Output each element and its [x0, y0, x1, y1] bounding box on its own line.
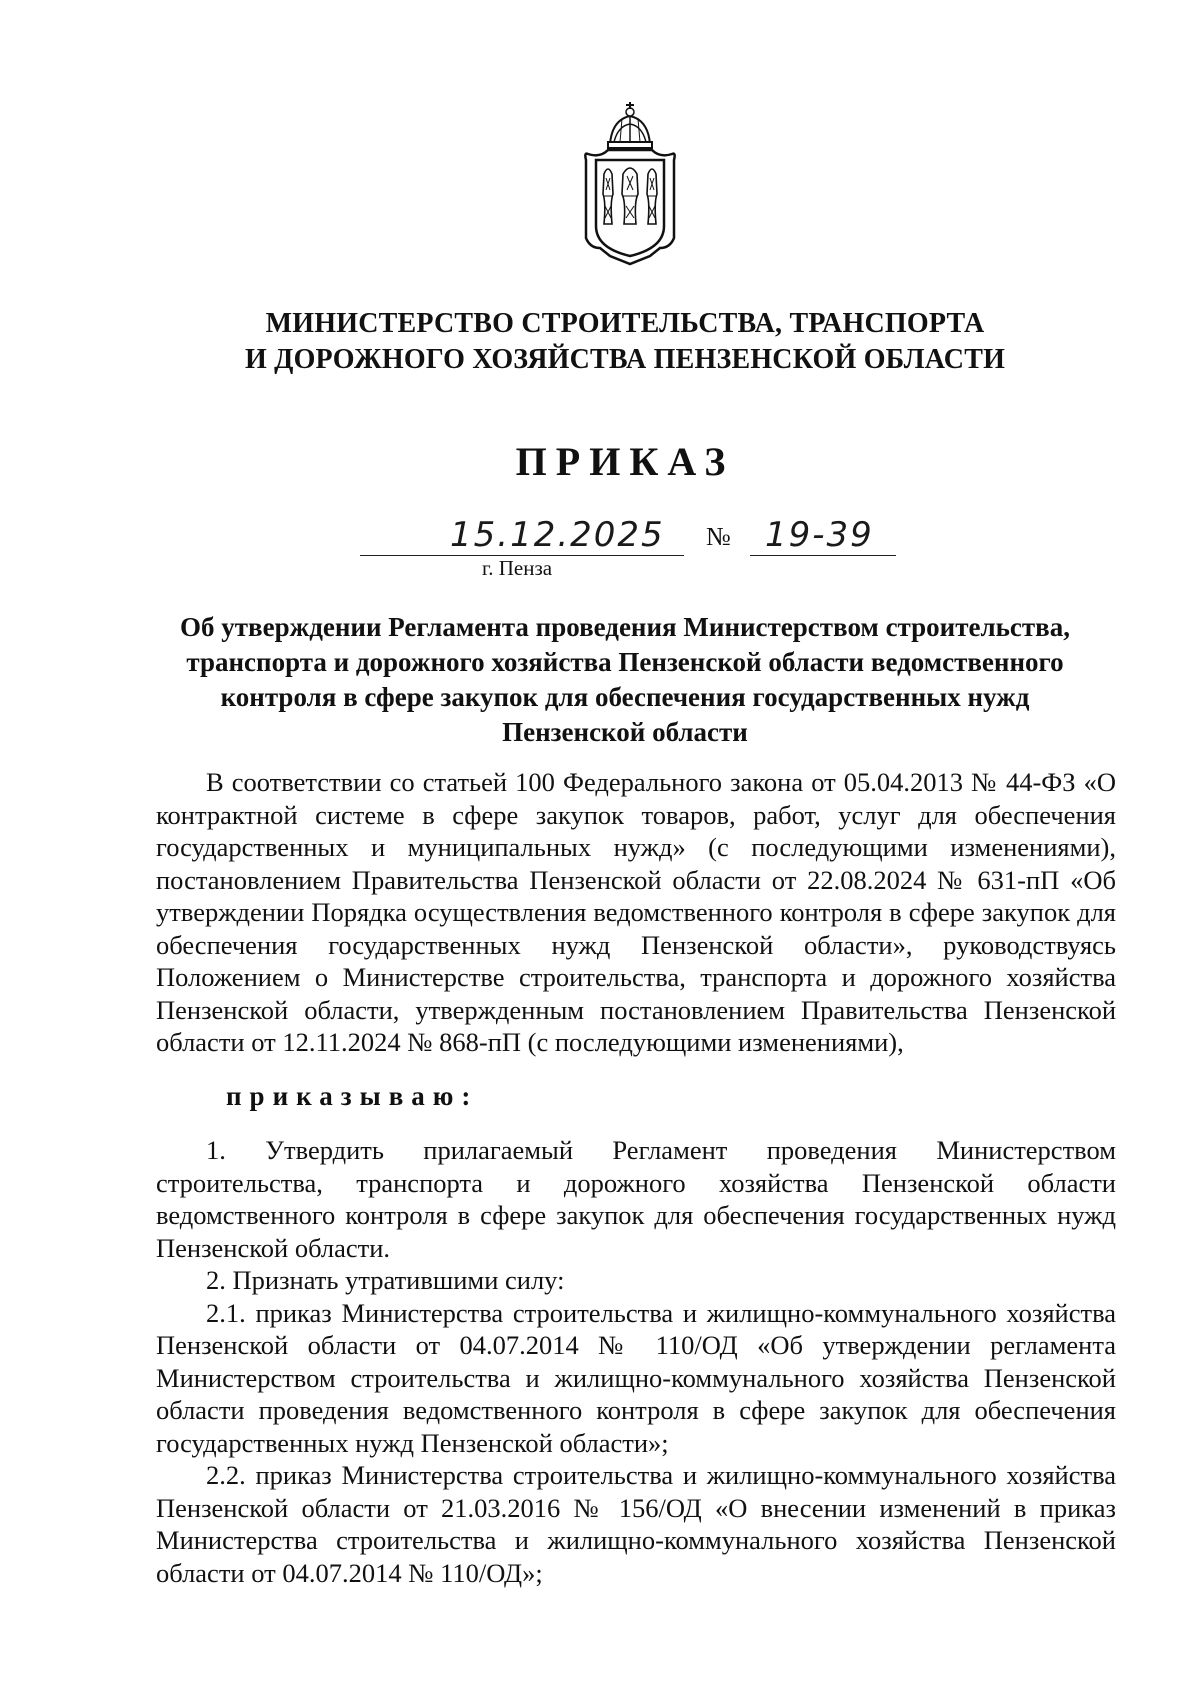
item-1: 1. Утвердить прилагаемый Регламент проведения Министерством строительства, транспорта и дорожного хозяйства Пензенской области ведомственного контроля в сфере закупок для обеспечения государственных нужд Пензенской области.	[156, 1135, 1116, 1263]
ministry-name-line-2: И ДОРОЖНОГО ХОЗЯЙСТВА ПЕНЗЕНСКОЙ ОБЛАСТИ	[244, 344, 1006, 375]
item-2: 2. Признать утратившими силу:	[206, 1265, 565, 1295]
ministry-name	[150, 306, 1100, 378]
items-block	[156, 1134, 1116, 1589]
city-name: г. Пенза	[482, 556, 553, 580]
preamble-block	[156, 766, 1116, 1059]
document-date: 15.12.2025	[450, 515, 665, 555]
coat-of-arms-emblem	[580, 98, 680, 278]
number-label: №	[706, 522, 731, 551]
number-underline	[750, 555, 896, 556]
item-2-2: 2.2. приказ Министерства строительства и жилищно-коммунального хозяйства Пензенской области от 21.03.2016 № 156/ОД «О внесении изменений в приказ Министерства строительства и жилищно-коммунального хозяйства Пензенской области от 04.07.2014 № 110/ОД»;	[156, 1460, 1116, 1588]
document-title: Об утверждении Регламента проведения Министерством строительства, транспорта и дорожного хозяйства Пензенской области ведомственного контроля в сфере закупок для обеспечения государственных нужд Пензенской области	[180, 612, 1070, 747]
orders-word: приказываю:	[226, 1081, 479, 1111]
document-type: ПРИКАЗ	[515, 439, 735, 484]
item-2-1: 2.1. приказ Министерства строительства и жилищно-коммунального хозяйства Пензенской области от 04.07.2014 № 110/ОД «Об утверждении регламента Министерством строительства и жилищно-коммунального хозяйства Пензенской области проведения ведомственного контроля в сфере закупок для обеспечения государственных нужд Пензенской области»;	[156, 1297, 1116, 1458]
document-number: 19-39	[765, 515, 874, 555]
ministry-name-line-1: МИНИСТЕРСТВО СТРОИТЕЛЬСТВА, ТРАНСПОРТА	[265, 308, 985, 339]
preamble-paragraph: В соответствии со статьей 100 Федерального закона от 05.04.2013 № 44-ФЗ «О контрактной системе в сфере закупок товаров, работ, услуг для обеспечения государственных и муниципальных нужд» (с последующими изменениями), постановлением Правительства Пензенской области от 22.08.2024 № 631-пП «Об утверждении Порядка осуществления ведомственного контроля в сфере закупок для обеспечения государственных нужд Пензенской области», руководствуясь Положением о Министерстве строительства, транспорта и дорожного хозяйства Пензенской области, утвержденным постановлением Правительства Пензенской области от 12.11.2024 № 868-пП (с последующими изменениями),	[156, 767, 1116, 1057]
